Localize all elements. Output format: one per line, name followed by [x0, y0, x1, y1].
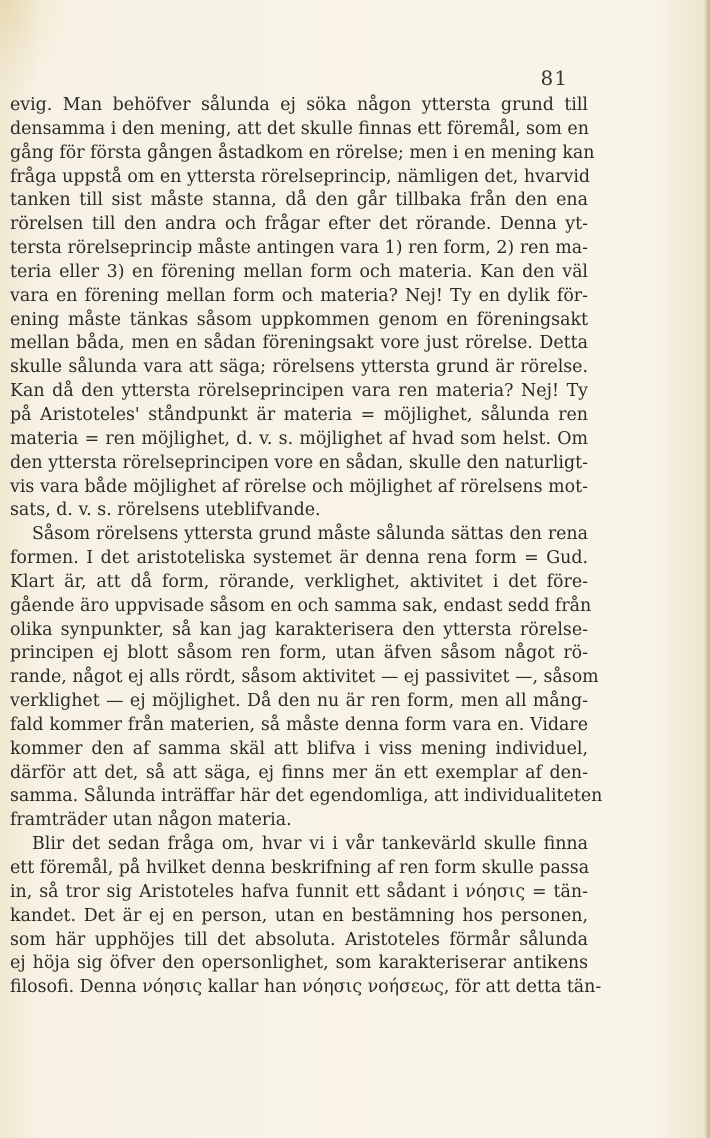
text-line: densamma i den mening, att det skulle finnas ett föremål, som en: [10, 118, 589, 139]
text-line: därför att det, så att säga, ej finns mer än ett exemplar af den-: [10, 762, 588, 783]
text-line: gående äro uppvisade såsom en och samma sak, endast sedd från: [10, 595, 592, 616]
text-line: mellan båda, men en sådan föreningsakt vore just rörelse. Detta: [10, 333, 588, 354]
text-line: rande, något ej alls rördt, såsom aktivitet — ej passivitet —, såsom: [10, 667, 599, 688]
text-line: evig. Man behöfver sålunda ej söka någon yttersta grund till: [10, 95, 588, 115]
text-line: principen ej blott såsom ren form, utan äfven såsom något rö-: [10, 643, 588, 664]
page-number: 81: [540, 66, 568, 90]
text-line: in, så tror sig Aristoteles hafva funnit ett sådant i νόησις = tän-: [10, 881, 588, 902]
text-line: fråga uppstå om en yttersta rörelseprincip, nämligen det, hvarvid: [10, 166, 591, 187]
text-line: rörelsen till den andra och frågar efter det rörande. Denna yt-: [10, 214, 588, 235]
text-line: fald kommer från materien, så måste denna form vara en. Vidare: [10, 714, 588, 735]
text-line: vis vara både möjlighet af rörelse och möjlighet af rörelsens mot-: [10, 476, 588, 497]
paragraph-end-line: framträder utan någon materia.: [10, 810, 292, 831]
text-line: skulle sålunda vara att säga; rörelsens yttersta grund är rörelse.: [10, 357, 588, 378]
paragraph-start-line: Såsom rörelsens yttersta grund måste sålunda sättas den rena: [32, 524, 588, 545]
text-line: som här upphöjes till det absoluta. Aristoteles förmår sålunda: [10, 929, 588, 950]
text-line: verklighet — ej möjlighet. Då den nu är ren form, men all mång-: [10, 691, 588, 712]
paragraph-end-line: sats, d. v. s. rörelsens uteblifvande.: [10, 500, 321, 521]
text-line: ej höja sig öfver den opersonlighet, som karakteriserar antikens: [10, 953, 588, 974]
text-line: formen. I det aristoteliska systemet är denna rena form = Gud.: [10, 548, 588, 569]
text-line: gång för första gången åstadkom en rörelse; men i en mening kan: [10, 142, 595, 163]
paragraph-start-line: Blir det sedan fråga om, hvar vi i vår tankevärld skulle finna: [32, 834, 588, 855]
body-text: [10, 94, 603, 1000]
text-line: Klart är, att då form, rörande, verklighet, aktivitet i det före-: [10, 571, 588, 592]
text-line: samma. Sålunda inträffar här det egendomliga, att individualiteten: [10, 786, 603, 807]
text-line: filosofi. Denna νόησις kallar han νόησις νοήσεως, för att detta tän-: [10, 977, 602, 998]
text-line: på Aristoteles' ståndpunkt är materia = möjlighet, sålunda ren: [10, 404, 588, 425]
text-line: vara en förening mellan form och materia? Nej! Ty en dylik för-: [10, 285, 588, 306]
page-edge-shadow: [704, 0, 710, 1138]
text-line: kommer den af samma skäl att blifva i viss mening individuel,: [10, 738, 588, 759]
text-line: ett föremål, på hvilket denna beskrifning af ren form skulle passa: [10, 858, 590, 878]
text-line: tersta rörelseprincip måste antingen vara 1) ren form, 2) ren ma-: [10, 238, 588, 259]
text-line: teria eller 3) en förening mellan form och materia. Kan den väl: [10, 261, 588, 282]
paper-stain: [0, 0, 70, 90]
text-line: Kan då den yttersta rörelseprincipen vara ren materia? Nej! Ty: [10, 381, 588, 402]
text-line: kandet. Det är ej en person, utan en bestämning hos personen,: [10, 905, 588, 926]
text-line: tanken till sist måste stanna, då den går tillbaka från den ena: [10, 190, 588, 211]
text-line: ening måste tänkas såsom uppkommen genom en föreningsakt: [10, 309, 588, 330]
text-line: materia = ren möjlighet, d. v. s. möjlighet af hvad som helst. Om: [10, 428, 588, 449]
text-line: den yttersta rörelseprincipen vore en sådan, skulle den naturligt-: [10, 452, 588, 473]
text-line: olika synpunkter, så kan jag karakterisera den yttersta rörelse-: [10, 619, 588, 640]
